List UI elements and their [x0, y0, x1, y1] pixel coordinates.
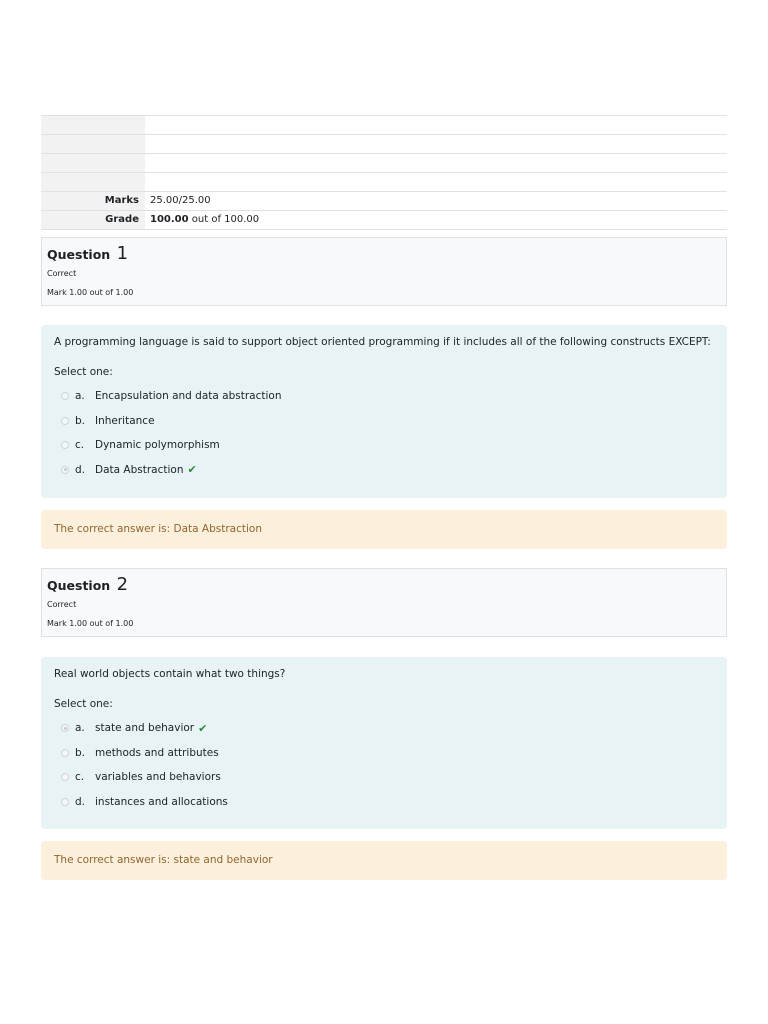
answer-label: Dynamic polymorphism — [95, 439, 220, 452]
radio-button[interactable] — [61, 749, 69, 757]
question-1-text: A programming language is said to support object oriented programming if it includes all of the following constructs EXCEPT: — [54, 336, 711, 348]
quiz-summary-table — [41, 115, 727, 230]
radio-button[interactable] — [61, 417, 69, 425]
question-2-prompt: Select one: — [54, 698, 113, 710]
answer-option[interactable]: c. Dynamic polymorphism — [54, 433, 714, 458]
answer-option-selected[interactable]: a. state and behavior ✔ — [54, 716, 714, 741]
summary-row-empty — [41, 135, 727, 154]
question-1-feedback: The correct answer is: Data Abstraction — [41, 510, 727, 549]
marks-value: 25.00/25.00 — [150, 195, 211, 206]
answer-label: Inheritance — [95, 414, 155, 427]
answer-option-selected[interactable]: d. Data Abstraction ✔ — [54, 458, 714, 483]
radio-button-checked[interactable] — [61, 466, 69, 474]
summary-row-empty — [41, 116, 727, 135]
question-1-number: 1 — [116, 243, 129, 264]
answer-label: variables and behaviors — [95, 771, 221, 784]
question-1-prompt: Select one: — [54, 366, 113, 378]
question-2-title: Question 2 — [47, 574, 129, 595]
answer-option[interactable]: a. Encapsulation and data abstraction — [54, 384, 714, 409]
answer-label: Encapsulation and data abstraction — [95, 390, 282, 403]
answer-option[interactable]: b. methods and attributes — [54, 741, 714, 766]
answer-label: methods and attributes — [95, 746, 219, 759]
answer-option[interactable]: b. Inheritance — [54, 409, 714, 434]
radio-button-checked[interactable] — [61, 724, 69, 732]
question-2-info — [41, 568, 727, 637]
grade-value — [145, 211, 727, 229]
summary-row-empty — [41, 173, 727, 192]
grade-value-rest: out of 100.00 — [188, 214, 260, 225]
grade-value-bold: 100.00 — [150, 214, 189, 225]
question-1-info — [41, 237, 727, 306]
question-2-grade: Mark 1.00 out of 1.00 — [47, 619, 134, 628]
grade-label: Grade — [41, 211, 145, 229]
question-1-grade: Mark 1.00 out of 1.00 — [47, 288, 134, 297]
question-2-number: 2 — [116, 574, 129, 595]
question-1-answers — [54, 384, 714, 482]
radio-button[interactable] — [61, 773, 69, 781]
summary-row-grade — [41, 211, 727, 230]
answer-option[interactable]: c. variables and behaviors — [54, 765, 714, 790]
checkmark-icon: ✔ — [198, 721, 208, 735]
question-2-content — [41, 657, 727, 829]
question-2-text: Real world objects contain what two things? — [54, 668, 286, 680]
summary-row-marks — [41, 192, 727, 211]
marks-label: Marks — [41, 192, 145, 210]
summary-row-empty — [41, 154, 727, 173]
question-2-feedback: The correct answer is: state and behavior — [41, 841, 727, 880]
answer-label: state and behavior — [95, 722, 195, 735]
answer-label: instances and allocations — [95, 795, 228, 808]
radio-button[interactable] — [61, 441, 69, 449]
radio-button[interactable] — [61, 392, 69, 400]
radio-button[interactable] — [61, 798, 69, 806]
checkmark-icon: ✔ — [187, 463, 197, 477]
question-1-title: Question 1 — [47, 243, 129, 264]
question-2-answers — [54, 716, 714, 814]
question-1-content — [41, 325, 727, 498]
answer-option[interactable]: d. instances and allocations — [54, 790, 714, 815]
answer-label: Data Abstraction — [95, 463, 184, 476]
question-2-state: Correct — [47, 600, 77, 609]
question-1-state: Correct — [47, 269, 77, 278]
